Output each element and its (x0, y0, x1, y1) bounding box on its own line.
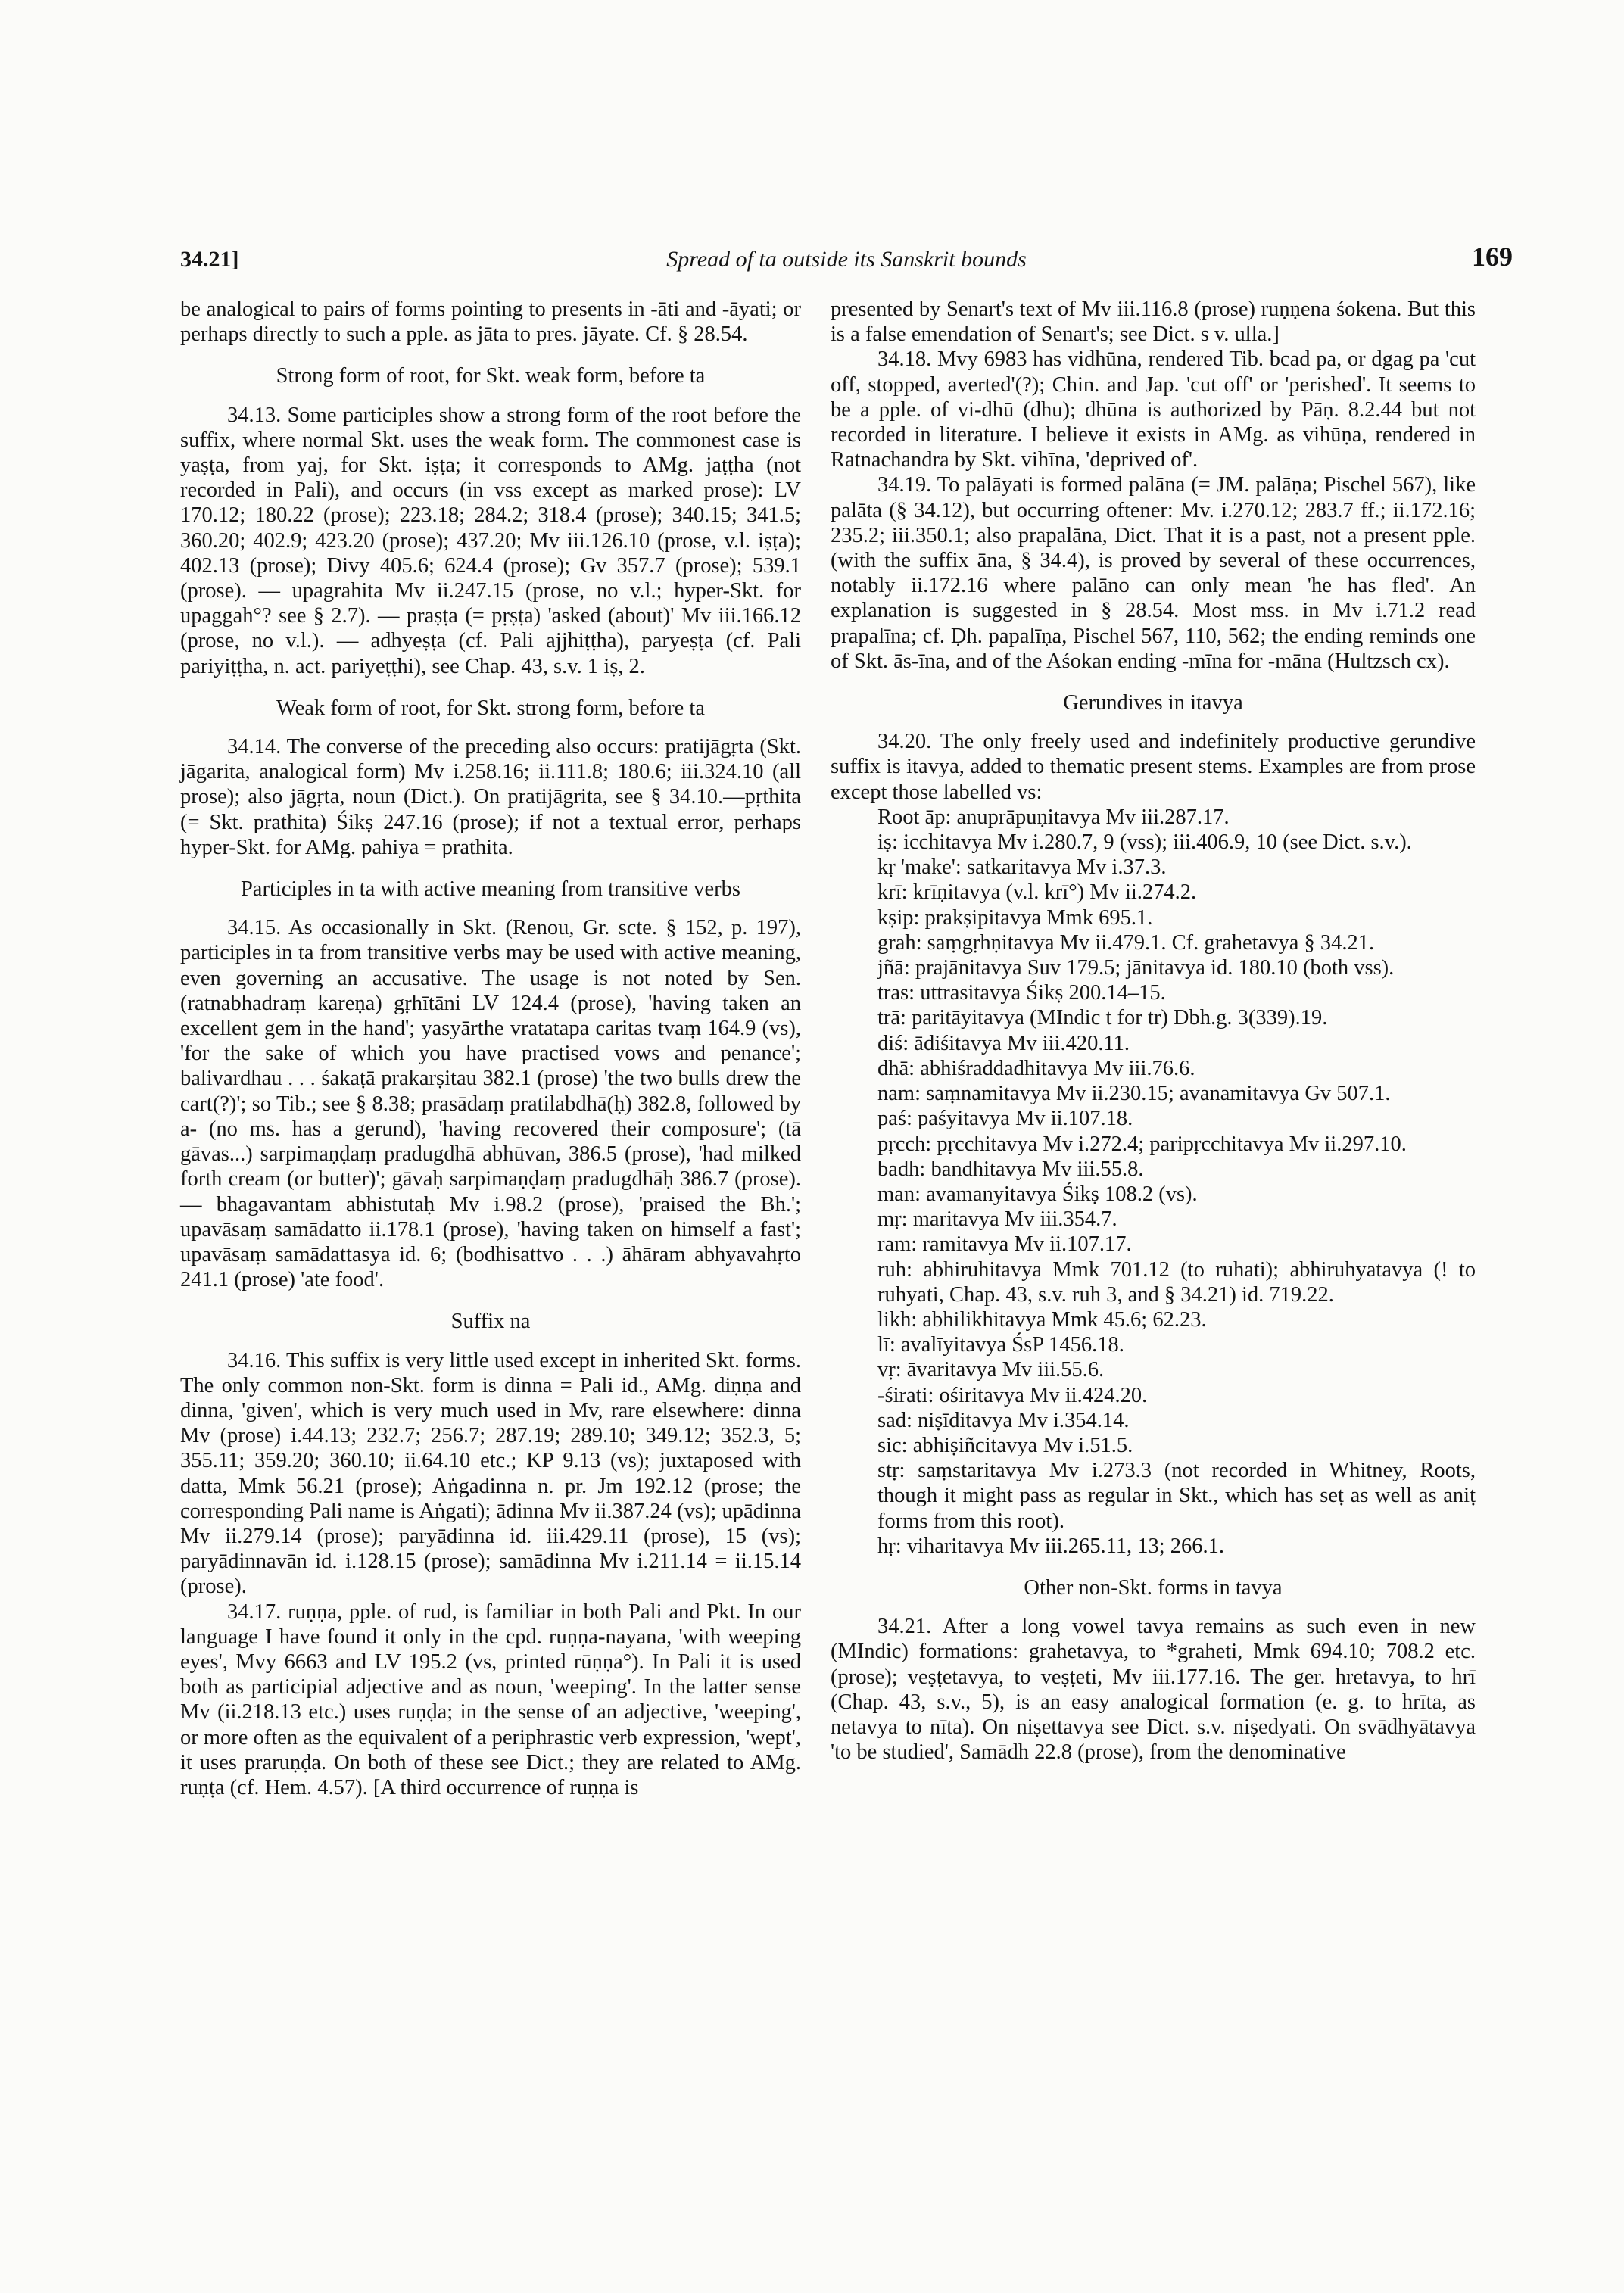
section-heading: Other non-Skt. forms in tavya (1024, 1575, 1283, 1600)
paragraph: 34.21. After a long vowel tavya remains as such even in new (MIndic) formations: grahetavya, to *graheti, Mmk 694.10; 708.2 etc. (prose); veṣṭetavya, to veṣṭeti, Mv iii.177.16. The ger. hretavya, to hrī (Chap. 43, s.v., 5), is an easy analogical formation (e. g. to hrīta, as netavya to nīta). On niṣettavya see Dict. s.v. niṣedyati. On svādhyātavya 'to be studied', Samādh 22.8 (prose), from the denominative (831, 1615, 1476, 1765)
right-column (831, 297, 1476, 1765)
section-heading: Weak form of root, for Skt. strong form, before ta (276, 696, 705, 720)
gerundive-entry: pṛcch: pṛcchitavya Mv i.272.4; paripṛcchitavya Mv ii.297.10. (877, 1132, 1407, 1156)
running-header (180, 241, 1513, 277)
gerundive-entry: ram: ramitavya Mv ii.107.17. (877, 1232, 1132, 1257)
paragraph: 34.16. This suffix is very little used except in inherited Skt. forms. The only common non-Skt. form is dinna = Pali id., AMg. diṇṇa and dinna, 'given', which is very much used in Mv, rare elsewhere: dinna Mv (prose) i.44.13; 232.7; 256.7; 287.19; 289.10; 349.12; 352.3, 5; 355.11; 359.20; 360.10; ii.64.10 etc.; KP 9.13 (vs); juxtaposed with datta, Mmk 56.21 (prose); Aṅgadinna n. pr. Jm 192.12 (prose; the corresponding Pali name is Aṅgati); ādinna Mv ii.387.24 (vs); upādinna Mv ii.279.14 (prose); paryādinna id. iii.429.11 (prose), 15 (vs); paryādinnavān id. i.128.15 (prose); samādinna Mv i.211.14 = ii.15.14 (prose). (180, 1348, 801, 1599)
section-heading: Gerundives in itavya (1063, 691, 1243, 715)
gerundive-entry: hṛ: viharitavya Mv iii.265.11, 13; 266.1. (877, 1534, 1225, 1558)
gerundive-entry: kṣip: prakṣipitavya Mmk 695.1. (877, 905, 1153, 930)
paragraph: 34.14. The converse of the preceding also occurs: pratijāgṛta (Skt. jāgarita, analogical form) Mv i.258.16; ii.111.8; 180.6; iii.324.10 (all prose); also jāgṛta, noun (Dict.). On pratijāgrita, see § 34.10.—pṛthita (= Skt. prathita) Śikṣ 247.16 (prose); if not a textual error, perhaps hyper-Skt. for AMg. pahiya = prathita. (180, 735, 801, 859)
gerundive-entry: lī: avalīyitavya ŚsP 1456.18. (877, 1333, 1124, 1357)
gerundive-entry: ruh: abhiruhitavya Mmk 701.12 (to ruhati); abhiruhyatavya (! to ruhyati, Chap. 43, s.v. ruh 3, and § 34.21) id. 719.22. (877, 1257, 1476, 1307)
gerundive-entry: man: avamanyitavya Śikṣ 108.2 (vs). (877, 1182, 1198, 1206)
gerundive-entry: krī: krīṇitavya (v.l. krī°) Mv ii.274.2. (877, 880, 1197, 905)
paragraph: 34.20. The only freely used and indefinitely productive gerundive suffix is itavya, added to thematic present stems. Examples are from prose except those labelled vs: (831, 730, 1476, 804)
page-number: 169 (1472, 241, 1513, 272)
gerundive-entry: sic: abhiṣiñcitavya Mv i.51.5. (877, 1433, 1133, 1457)
gerundive-entry: trā: paritāyitavya (MIndic t for tr) Dbh.g. 3(339).19. (877, 1006, 1328, 1030)
paragraph: 34.13. Some participles show a strong form of the root before the suffix, where normal Skt. uses the weak form. The commonest case is yaṣṭa, from yaj, for Skt. iṣṭa; it corresponds to AMg. jaṭṭha (not recorded in Pali), and occurs (in vss except as marked prose): LV 170.12; 180.22 (prose); 223.18; 284.2; 318.4 (prose); 340.15; 341.5; 360.20; 402.9; 423.20 (prose); 437.20; Mv iii.126.10 (prose, v.l. iṣṭa); 402.13 (prose); Divy 405.6; 624.4 (prose); Gv 357.7 (prose); 539.1 (prose). — upagrahita Mv ii.247.15 (prose, no v.l.; hyper-Skt. for upaggah°? see § 2.7). — praṣṭa (= pṛṣṭa) 'asked (about)' Mv iii.166.12 (prose, no v.l.). — adhyeṣṭa (cf. Pali ajjhiṭṭha), paryeṣṭa (cf. Pali pariyiṭṭha, n. act. pariyeṭṭhi), see Chap. 43, s.v. 1 iṣ, 2. (180, 403, 801, 678)
paragraph: 34.18. Mvy 6983 has vidhūna, rendered Tib. bcad pa, or dgag pa 'cut off, stopped, averted'(?); Chin. and Jap. 'cut off' or 'perished'. It seems to be a pple. of vi-dhū (dhu); dhūna is authorized by Pāṇ. 8.2.44 but not recorded in literature. I believe it exists in AMg. as vihūṇa, rendered in Ratnachandra by Skt. vihīna, 'deprived of'. (831, 347, 1476, 472)
section-heading: Participles in ta with active meaning from transitive verbs (240, 877, 741, 902)
gerundive-entry: -śirati: ośiritavya Mv ii.424.20. (877, 1383, 1148, 1407)
gerundive-entry: grah: saṃgṛhṇitavya Mv ii.479.1. Cf. grahetavya § 34.21. (877, 930, 1375, 955)
left-column (180, 297, 801, 1800)
gerundive-entry: sad: niṣīditavya Mv i.354.14. (877, 1408, 1130, 1432)
gerundive-entry: paś: paśyitavya Mv ii.107.18. (877, 1107, 1133, 1131)
gerundive-entry: stṛ: saṃstaritavya Mv i.273.3 (not recorded in Whitney, Roots, though it might pass as regular in Skt., which has seṭ as well as aniṭ forms from this root). (877, 1459, 1476, 1533)
gerundive-entry: diś: ādiśitavya Mv iii.420.11. (877, 1031, 1130, 1055)
paragraph: 34.19. To palāyati is formed palāna (= JM. palāṇa; Pischel 567), like palāta (§ 34.12), but occurring oftener: Mv. i.270.12; 283.7 ff.; ii.172.16; 235.2; iii.350.1; also prapalāna, Dict. That it is a past, not a present pple. (with the suffix āna, § 34.4), is proved by several of these occurrences, notably ii.172.16 where palāno can only mean 'he has fled'. An explanation is suggested in § 28.54. Most mss. in Mv i.71.2 read prapalīna; cf. Ḍh. papalīṇa, Pischel 567, 110, 562; the ending reminds one of Skt. ās-īna, and of the Aśokan ending -mīna for -māna (Hultzsch cx). (831, 473, 1476, 673)
gerundive-entry: iṣ: icchitavya Mv i.280.7, 9 (vss); iii.406.9, 10 (see Dict. s.v.). (877, 830, 1412, 855)
gerundive-entry: mṛ: maritavya Mv iii.354.7. (877, 1207, 1117, 1232)
paragraph: presented by Senart's text of Mv iii.116.8 (prose) ruṇṇena śokena. But this is a false emendation of Senart's; see Dict. s v. ulla.] (831, 298, 1476, 347)
gerundive-entry: kṛ 'make': satkaritavya Mv i.37.3. (877, 855, 1167, 880)
gerundive-entry: vṛ: āvaritavya Mv iii.55.6. (877, 1358, 1105, 1382)
gerundive-entry: Root āp: anuprāpuṇitavya Mv iii.287.17. (877, 805, 1230, 829)
gerundive-entry: tras: uttrasitavya Śikṣ 200.14–15. (877, 981, 1166, 1005)
paragraph: 34.15. As occasionally in Skt. (Renou, Gr. scte. § 152, p. 197), participles in ta from transitive verbs may be used with active meaning, even governing an accusative. The usage is not noted by Sen. (ratnabhadraṃ kareṇa) gṛhītāni LV 124.4 (prose), 'having taken an excellent gem in the hand'; yasyārthe vratatapa caritas tvaṃ 164.9 (vs), 'for the sake of which you have practised vows and penance'; balivardhau . . . śakaṭā prakarṣitau 382.1 (prose) 'the two bulls drew the cart(?)'; so Tib.; see § 8.38; prasādaṃ pratilabdhā(ḥ) 382.8, followed by a- (no ms. has a gerund), 'having recovered their composure'; (tā gāvas...) sarpimaṇḍaṃ pradugdhā abhūvan, 386.5 (prose), 'had milked forth cream (or butter)'; gāvaḥ sarpimaṇḍaṃ pradugdhāḥ 386.7 (prose). — bhagavantam abhistutaḥ Mv i.98.2 (prose), 'praised the Bh.'; upavāsaṃ samādatto ii.178.1 (prose), 'having taken on himself a fast'; upavāsaṃ samādattasya id. 6; (bodhisattvo . . .) āhāram abhyavahṛto 241.1 (prose) 'ate food'. (180, 916, 801, 1292)
section-heading: Suffix na (450, 1310, 531, 1334)
gerundive-entry: dhā: abhiśraddadhitavya Mv iii.76.6. (877, 1056, 1195, 1080)
gerundive-entry: badh: bandhitavya Mv iii.55.8. (877, 1157, 1144, 1181)
running-title: Spread of ta outside its Sanskrit bounds (666, 247, 1027, 272)
paragraph: be analogical to pairs of forms pointing to presents in -āti and -āyati; or perhaps directly to such a pple. as jāta to pres. jāyate. Cf. § 28.54. (180, 298, 801, 347)
gerundive-entry: nam: saṃnamitavya Mv ii.230.15; avanamitavya Gv 507.1. (877, 1082, 1391, 1106)
section-number: 34.21] (180, 247, 239, 272)
section-heading: Strong form of root, for Skt. weak form, before ta (276, 364, 706, 388)
gerundive-entry: jñā: prajānitavya Suv 179.5; jānitavya id. 180.10 (both vss). (877, 956, 1395, 980)
gerundive-entry: likh: abhilikhitavya Mmk 45.6; 62.23. (877, 1307, 1207, 1332)
paragraph: 34.17. ruṇṇa, pple. of rud, is familiar in both Pali and Pkt. In our language I have found it only in the cpd. ruṇṇa-nayana, 'with weeping eyes', Mvy 6663 and LV 195.2 (vs, printed rūṇṇa°). In Pali it is used both as participial adjective and as noun, 'weeping'. In the latter sense Mv (ii.218.13 etc.) uses ruṇḍa; in the sense of an adjective, 'weeping', or more often as the equivalent of a periphrastic verb expression, 'wept', it uses praruṇḍa. On both of these see Dict.; they are related to AMg. ruṇṭa (cf. Hem. 4.57). [A third occurrence of ruṇṇa is (180, 1600, 801, 1799)
